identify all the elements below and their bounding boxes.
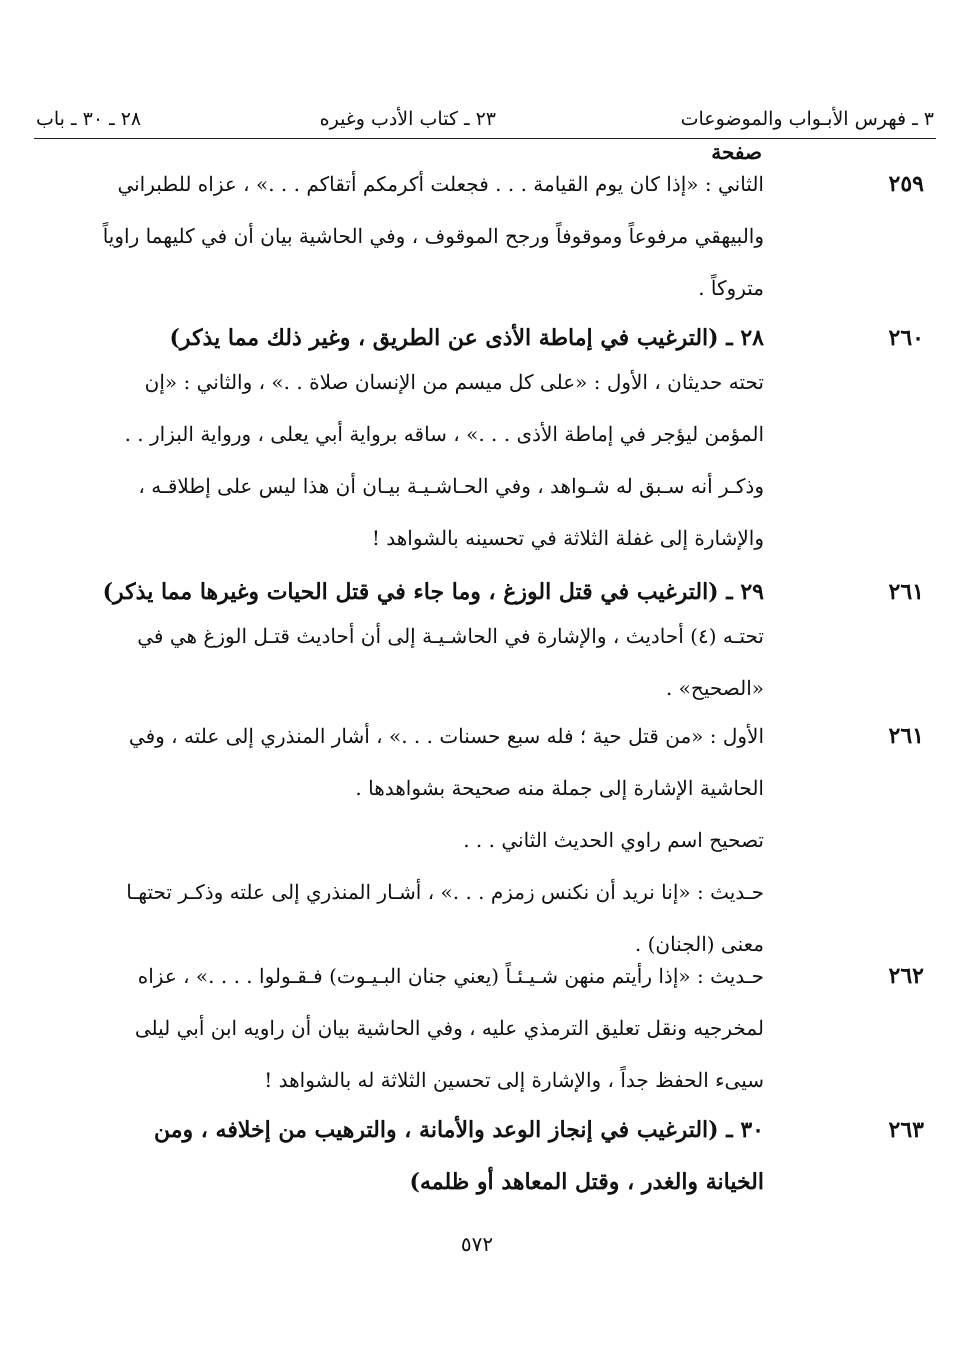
entry-text-line: «الصحيح» . (665, 676, 764, 700)
entry-page-number: ٢٦١ (888, 579, 924, 605)
entry-text-line: الحاشية الإشارة إلى جملة منه صحيحة بشواهدها . (355, 776, 764, 800)
entry-text-line: الثاني : «إذا كان يوم القيامة . . . فجعلت أكرمكم أتقاكم . . .» ، عزاه للطبراني (117, 172, 764, 196)
index-entry (36, 710, 924, 970)
entry-page-number: ٢٦٠ (888, 325, 924, 351)
entry-text-line: المؤمن ليؤجر في إماطة الأذى . . .» ، ساقه برواية أبي يعلى ، ورواية البزار . . (124, 422, 764, 446)
page-number: ٥٧٢ (460, 1232, 494, 1256)
entry-page-number: ٢٦٢ (888, 963, 924, 989)
entry-text-line: تصحيح اسم راوي الحديث الثاني . . . (463, 828, 764, 852)
header-book-title: ٢٣ ـ كتاب الأدب وغيره (319, 108, 496, 130)
entry-text-line: وذكـر أنه سـبق له شـواهد ، وفي الحـاشـيـة بيـان أن هذا ليس على إطلاقـه ، (138, 474, 764, 498)
entry-page-number: ٢٥٩ (888, 171, 924, 197)
entry-text-line: حـديث : «إنا نريد أن نكنس زمزم . . .» ، أشـار المنذري إلى علته وذكـر تحتهـا (126, 880, 764, 904)
entry-text-line: سيىء الحفظ جداً ، والإشارة إلى تحسين الثلاثة له بالشواهد ! (264, 1068, 764, 1092)
entry-text-line: والبيهقي مرفوعاً وموقوفاً ورجح الموقوف ، وفي الحاشية بيان أن في كليهما راوياً (102, 224, 764, 248)
header-chapter-range: ٢٨ ـ ٣٠ ـ باب (36, 108, 142, 130)
entry-text-line: تحته حديثان ، الأول : «على كل ميسم من الإنسان صلاة . .» ، والثاني : «إن (144, 370, 764, 394)
section-heading-line: ٢٨ ـ (الترغيب في إماطة الأذى عن الطريق ، وغير ذلك مما يذكر) (169, 325, 764, 351)
entry-page-number: ٢٦٣ (888, 1117, 924, 1143)
entry-text-line: حـديث : «إذا رأيتم منهن شـيـئـاً (يعني جنان البـيـوت) فـقـولوا . . . .» ، عزاه (137, 964, 764, 988)
entry-text-line: الأول : «من قتل حية ؛ فله سبع حسنات . . .» ، أشار المنذري إلى علته ، وفي (128, 724, 764, 748)
section-heading-entry (36, 1104, 924, 1208)
section-heading-line: ٣٠ ـ (الترغيب في إنجاز الوعد والأمانة ، والترهيب من إخلافه ، ومن (153, 1117, 764, 1143)
index-entry (36, 610, 764, 714)
entry-text-line: تحتـه (٤) أحاديث ، والإشارة في الحاشـيـة إلى أن أحاديث قتـل الوزغ هي في (137, 624, 764, 648)
entry-page-number: ٢٦١ (888, 723, 924, 749)
running-header (36, 104, 934, 134)
entry-text-line: والإشارة إلى غفلة الثلاثة في تحسينه بالشواهد ! (371, 526, 764, 550)
header-divider (34, 138, 936, 139)
page-column-label: صفحة (711, 140, 762, 164)
index-entry (36, 950, 924, 1106)
entry-text-line: متروكاً . (698, 276, 764, 300)
entry-text-line: لمخرجيه ونقل تعليق الترمذي عليه ، وفي الحاشية بيان أن راويه ابن أبي ليلى (134, 1016, 764, 1040)
index-entry (36, 158, 924, 314)
section-heading-line: ٢٩ ـ (الترغيب في قتل الوزغ ، وما جاء في قتل الحيات وغيرها مما يذكر) (102, 579, 764, 605)
entry-text-line: معنى (الجنان) . (634, 932, 764, 956)
index-entry (36, 356, 764, 564)
header-section-title: ٣ ـ فهرس الأبـواب والموضوعات (680, 108, 934, 130)
section-heading-line: الخيانة والغدر ، وقتل المعاهد أو ظلمه) (409, 1169, 764, 1195)
